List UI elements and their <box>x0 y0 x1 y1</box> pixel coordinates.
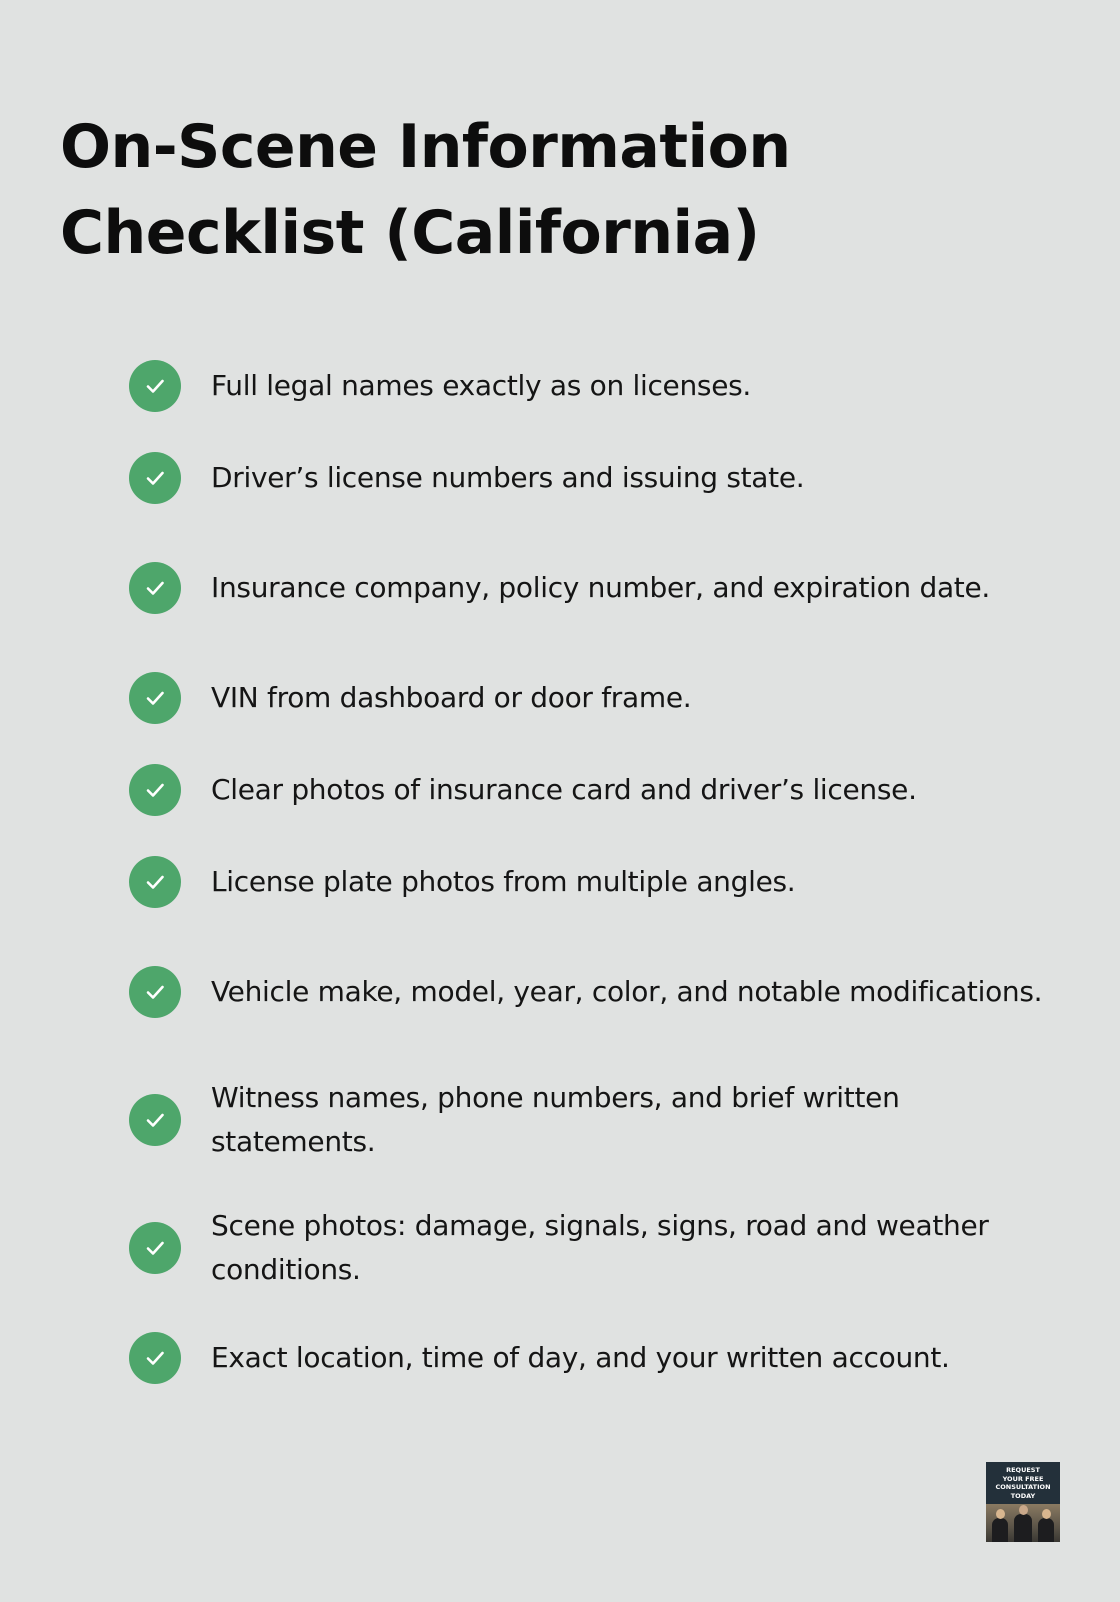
checklist <box>129 340 1059 1404</box>
check-circle-icon <box>129 764 181 816</box>
check-circle-icon <box>129 562 181 614</box>
checklist-item-text: Clear photos of insurance card and driver’s license. <box>211 773 917 806</box>
checklist-item <box>129 340 1059 432</box>
checklist-item <box>129 524 1059 652</box>
check-circle-icon <box>129 1222 181 1274</box>
cta-text: REQUEST YOUR FREE CONSULTATION TODAY <box>995 1466 1051 1500</box>
person-figure <box>1038 1518 1054 1542</box>
checklist-item <box>129 652 1059 744</box>
check-circle-icon <box>129 966 181 1018</box>
checklist-item <box>129 432 1059 524</box>
checklist-item <box>129 1312 1059 1404</box>
person-figure <box>1014 1514 1032 1542</box>
consultation-cta-badge[interactable] <box>986 1462 1060 1542</box>
checklist-item-text: Driver’s license numbers and issuing state. <box>211 461 805 494</box>
checklist-item-text: Witness names, phone numbers, and brief written statements. <box>211 1081 900 1158</box>
person-figure <box>992 1518 1008 1542</box>
check-circle-icon <box>129 1332 181 1384</box>
checklist-item-text: Insurance company, policy number, and expiration date. <box>211 571 991 604</box>
check-circle-icon <box>129 672 181 724</box>
checklist-item-text: Vehicle make, model, year, color, and notable modifications. <box>211 975 1043 1008</box>
checklist-item-text: Full legal names exactly as on licenses. <box>211 369 752 402</box>
checklist-item-text: License plate photos from multiple angles. <box>211 865 796 898</box>
check-circle-icon <box>129 856 181 908</box>
checklist-item <box>129 1184 1059 1312</box>
check-circle-icon <box>129 452 181 504</box>
page-title: On-Scene Information Checklist (California) <box>60 112 791 268</box>
checklist-item <box>129 928 1059 1056</box>
check-circle-icon <box>129 1094 181 1146</box>
team-photo <box>986 1504 1060 1542</box>
checklist-item-text: Scene photos: damage, signals, signs, road and weather conditions. <box>211 1209 989 1286</box>
check-circle-icon <box>129 360 181 412</box>
checklist-item <box>129 1056 1059 1184</box>
checklist-item <box>129 744 1059 836</box>
checklist-item-text: VIN from dashboard or door frame. <box>211 681 692 714</box>
checklist-item <box>129 836 1059 928</box>
checklist-item-text: Exact location, time of day, and your written account. <box>211 1341 950 1374</box>
